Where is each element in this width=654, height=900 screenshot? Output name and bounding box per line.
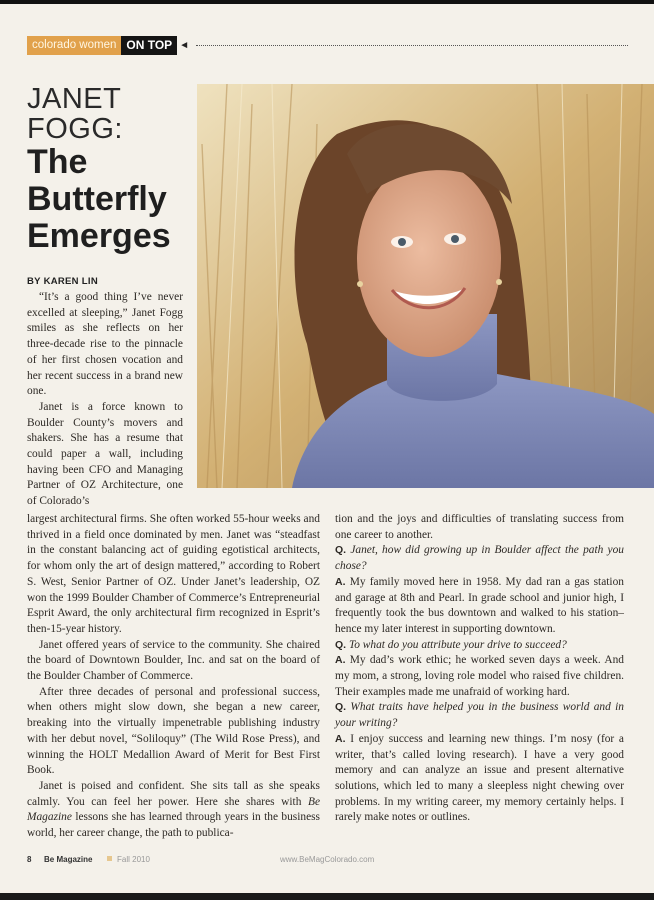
answer: [335, 575, 624, 638]
paragraph: [27, 779, 320, 842]
footer-magazine: Be Magazine: [44, 855, 93, 864]
top-band: [0, 0, 654, 4]
article-column-right: [335, 512, 624, 826]
bottom-band: [0, 893, 654, 900]
title-line-5: Emerges: [27, 217, 171, 255]
section-tag: [27, 36, 189, 55]
q-label: Q.: [335, 638, 347, 651]
paragraph-text: lessons she has learned through years in the business world, her career change, the path to publica-: [27, 811, 320, 840]
article-column-left: [27, 512, 320, 842]
answer-text: My dad’s work ethic; he worked seven days a week. And my mom, a strong, loving role model who raised five children. Their examples made me unafraid of working hard.: [335, 654, 624, 698]
magazine-name: Be Magazine: [27, 795, 320, 824]
question: [335, 638, 624, 654]
question: [335, 700, 624, 731]
answer-text: My family moved here in 1958. My dad ran a gas station and garage at 8th and Pearl. In grade school and junior high, I frequently took the bus downtown and walked to his station–hence my later interest in supporting downtown.: [335, 575, 624, 635]
question: [335, 543, 624, 574]
page-number: 8: [27, 855, 32, 864]
paragraph-text: Janet is poised and confident. She sits tall as she speaks calmly. You can feel her power. Here she shares with: [27, 779, 320, 808]
title-name: [27, 84, 123, 144]
footer-issue: Fall 2010: [117, 855, 150, 864]
question-text: To what do you attribute your drive to succeed?: [348, 638, 567, 651]
article-column-narrow: [27, 290, 183, 510]
answer: [335, 732, 624, 826]
paragraph: Janet is a force known to Boulder County’s movers and shakers. She has a resume that could paper a wall, including having been CFO and Managing Partner of OZ Architecture, one of Colorado’s: [27, 400, 183, 508]
a-label: A.: [335, 654, 346, 667]
title-line-3: The: [27, 143, 88, 181]
a-label: A.: [335, 732, 346, 745]
q-label: Q.: [335, 701, 347, 714]
answer-text: I enjoy success and learning new things. I’m nosy (for a writer, that’s called loving research). I have a very good memory and can analyze an issue and present alternative solutions, which led to many a sleepless night chewing over problems. In my writing career, my memory certainly helps. I rarely make notes or outlines.: [335, 732, 624, 824]
section-tag-bold: ON TOP: [121, 36, 177, 55]
paragraph: tion and the joys and difficulties of translating success from one career to another.: [335, 513, 624, 541]
title-line-4: Butterfly: [27, 180, 167, 218]
paragraph: After three decades of personal and professional success, when others might slow down, she began a new career, breaking into the virtually impenetrable publishing industry with her debut novel, “Soliloquy” (The Wild Rose Press), and winning the HOLT Medallion Award of Merit for Best First Book.: [27, 685, 320, 777]
footer-url: www.BeMagColorado.com: [280, 855, 375, 864]
answer: [335, 653, 624, 700]
question-text: What traits have helped you in the business world and in your writing?: [335, 701, 624, 730]
section-rule: [196, 45, 628, 46]
paragraph: largest architectural firms. She often worked 55-hour weeks and thrived in a field once dominated by men. Janet was “steadfast in the constant balancing act of guiding egotistical architects, for whom only the art of design mattered,” according to Robert S. West, Senior Partner of OZ. Under Janet’s leadership, OZ won the 1999 Boulder Chamber of Commerce’s Entrepreneurial Esprit Award, the only architectural firm recognized in Esprit’s then-15-year history.: [27, 513, 320, 635]
q-label: Q.: [335, 544, 347, 557]
square-icon: [107, 856, 112, 861]
paragraph: Janet offered years of service to the community. She chaired the board of Downtown Boulder, Inc. and sat on the board of the Boulder Chamber of Commerce.: [27, 638, 320, 683]
portrait-illustration: [197, 84, 654, 488]
title-headline: [27, 144, 171, 255]
paragraph: “It’s a good thing I’ve never excelled at sleeping,” Janet Fogg smiles as she reflects on her three-decade rise to the pinnacle of her first chosen vocation and her recent success in a brand new one.: [27, 291, 183, 398]
arrow-left-icon: ◄: [179, 40, 190, 51]
question-text: Janet, how did growing up in Boulder affect the path you chose?: [335, 544, 624, 573]
byline: BY KAREN LIN: [27, 276, 98, 287]
title-line-1: JANET: [27, 83, 122, 115]
portrait-photo: [197, 84, 654, 488]
section-tag-light: colorado women: [27, 36, 121, 55]
title-line-2: FOGG:: [27, 113, 123, 145]
a-label: A.: [335, 575, 346, 588]
